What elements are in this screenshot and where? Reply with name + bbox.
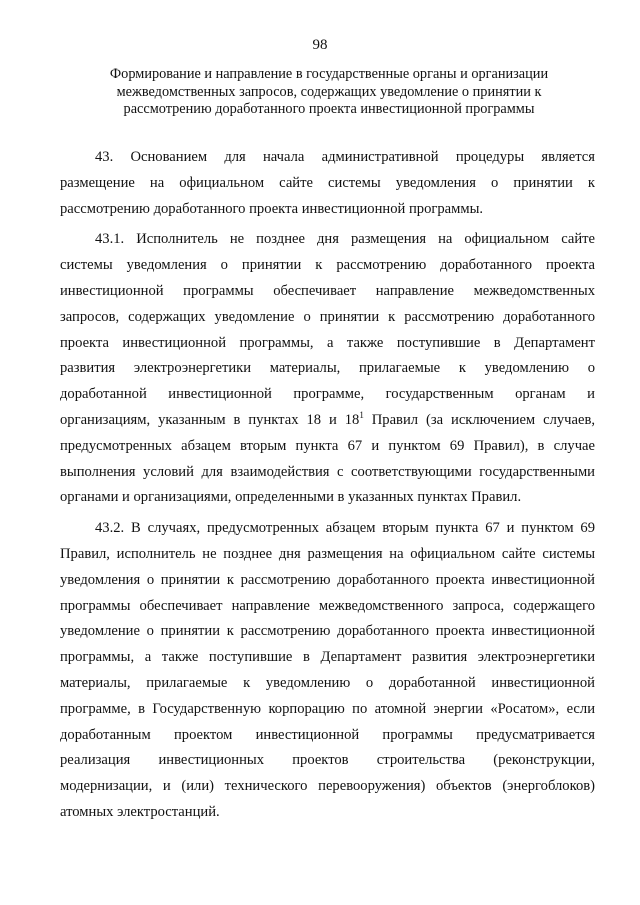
paragraph-43-2 <box>60 516 595 826</box>
paragraph-43-1 <box>60 227 595 511</box>
text-line: программы, а также поступившие в Департамент развития электроэнергетики <box>60 649 595 666</box>
text-line: 43. Основанием для начала административной процедуры является <box>95 149 595 165</box>
superscript-reference: 1 <box>359 409 364 420</box>
text-line: 43.2. В случаях, предусмотренных абзацем вторым пункта 67 и пунктом 69 <box>95 520 595 537</box>
paragraph-43 <box>60 145 595 222</box>
text-line: инвестиционной программы обеспечивает направление межведомственных <box>60 282 595 299</box>
text-line: уведомления о принятии к рассмотрению доработанного проекта инвестиционной <box>60 571 595 588</box>
text-line: рассмотрению доработанного проекта инвестиционной программы. <box>60 200 484 217</box>
text-line: системы уведомления о принятии к рассмотрению доработанного проекта <box>60 257 595 274</box>
text-fragment: Правил (за исключением случаев, <box>363 411 595 428</box>
document-body <box>60 145 595 831</box>
heading-line: рассмотрению доработанного проекта инвестиционной программы <box>123 101 535 117</box>
text-line: программы обеспечивает направление межведомственного запроса, содержащего <box>60 597 595 614</box>
text-line: предусмотренных абзацем вторым пункта 67 и пунктом 69 Правил), в случае <box>60 437 595 454</box>
text-line: развития электроэнергетики материалы, прилагаемые к уведомлению о <box>60 360 595 377</box>
text-line: материалы, прилагаемые к уведомлению о доработанной инвестиционной <box>60 674 595 691</box>
text-line: Правил, исполнитель не позднее дня размещения на официальном сайте системы <box>60 545 595 562</box>
heading-line: Формирование и направление в государственные органы и организации <box>109 66 549 82</box>
text-line: реализация инвестиционных проектов строительства (реконструкции, <box>60 752 595 769</box>
text-line: 43.1. Исполнитель не позднее дня размещения на официальном сайте <box>95 231 595 248</box>
text-line: размещение на официальном сайте системы уведомления о принятии к <box>60 174 595 191</box>
text-line: проекта инвестиционной программы, а также поступившие в Департамент <box>60 334 595 351</box>
section-heading <box>60 66 598 119</box>
heading-line: межведомственных запросов, содержащих уведомление о принятии к <box>116 83 542 100</box>
text-line: органами и организациями, определенными в указанных пунктах Правил. <box>60 489 522 506</box>
text-line: модернизации, и (или) технического перевооружения) объектов (энергоблоков) <box>60 778 595 795</box>
text-line: программе, в Государственную корпорацию по атомной энергии «Росатом», если <box>60 700 595 717</box>
page-number: 98 <box>312 37 328 53</box>
text-line: запросов, содержащих уведомление о принятии к рассмотрению доработанного <box>60 308 595 325</box>
text-line: уведомление о принятии к рассмотрению доработанного проекта инвестиционной <box>60 623 595 640</box>
text-line: доработанным проектом инвестиционной программы предусматривается <box>60 726 595 743</box>
text-fragment: организациям, указанным в пунктах 18 и 18 <box>60 411 360 428</box>
text-line: атомных электростанций. <box>60 803 220 820</box>
text-line: выполнения условий для взаимодействия с соответствующими государственными <box>60 463 595 480</box>
text-line-with-superscript <box>60 408 595 434</box>
text-line: доработанной инвестиционной программе, государственным органам и <box>60 386 595 403</box>
